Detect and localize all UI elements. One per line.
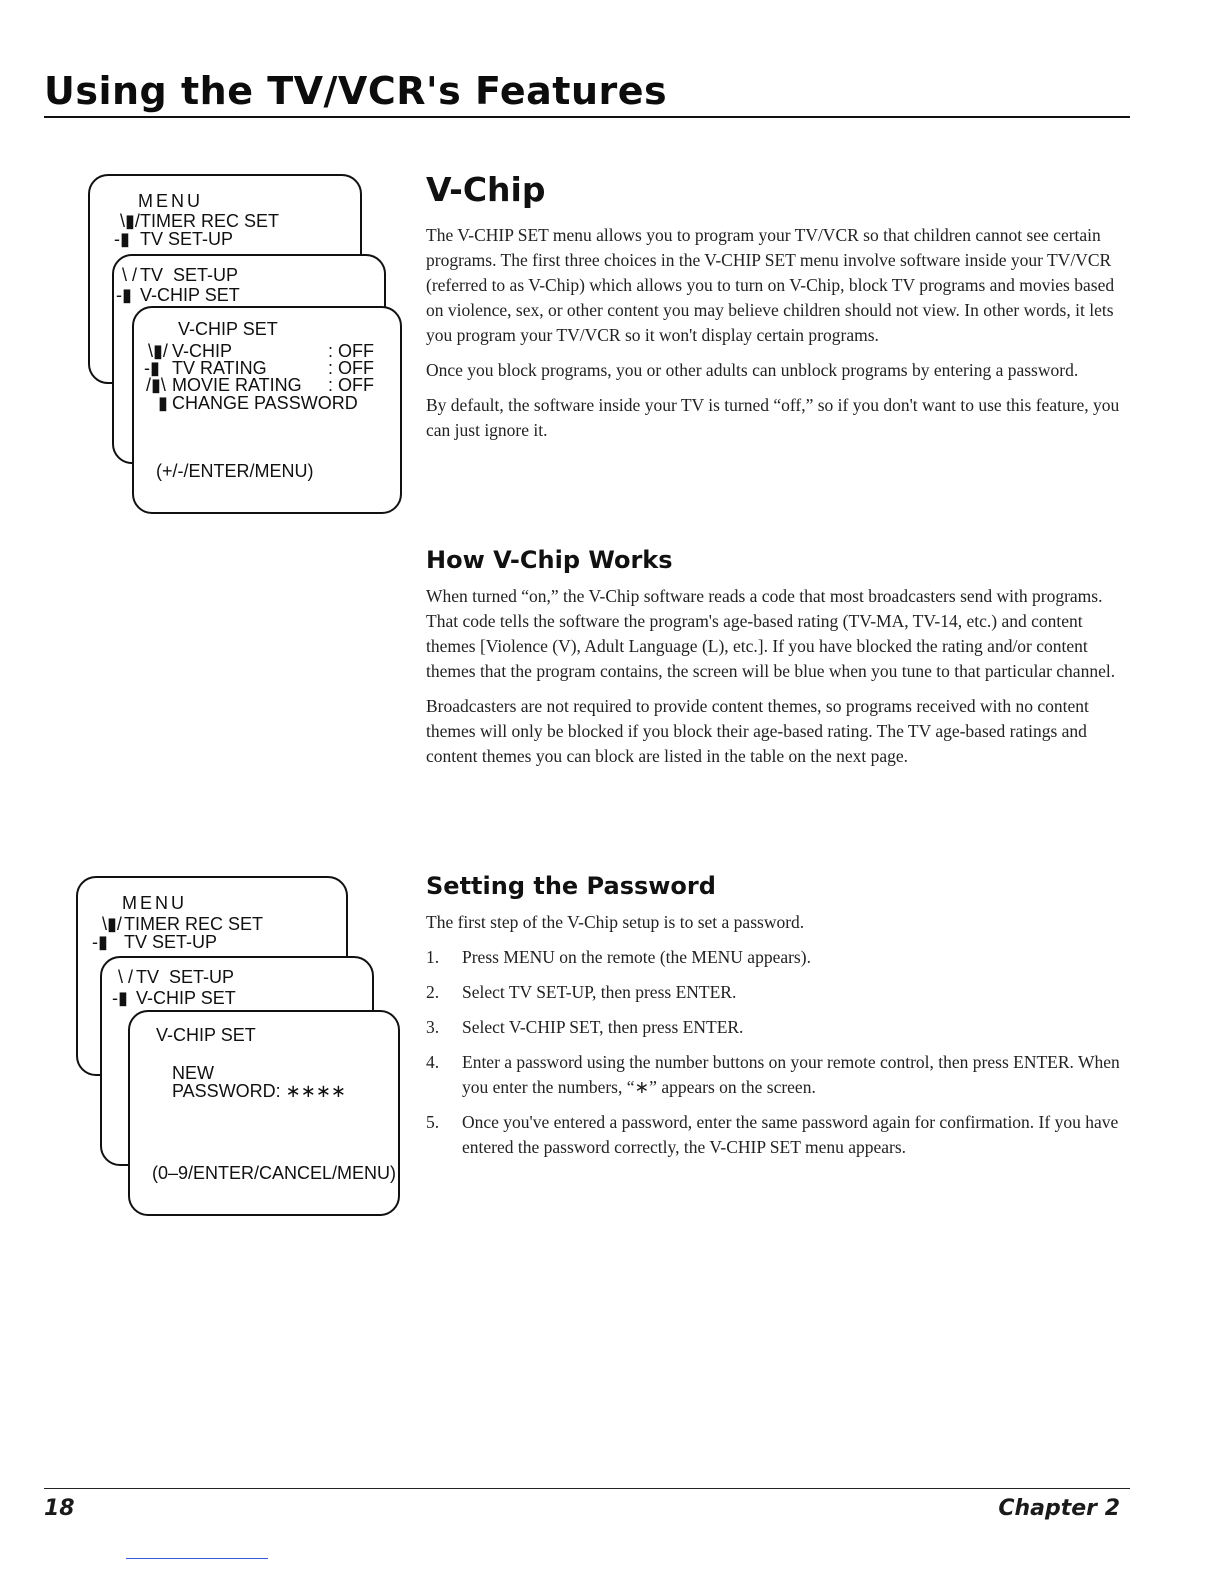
menu-item-arrow: \ / (122, 265, 138, 285)
menu-item-tv-setup: TV SET-UP (140, 229, 234, 249)
key-hint: (+/-/ENTER/MENU) (156, 461, 314, 481)
new-label: NEW (172, 1063, 214, 1083)
menu-item-vchip-set: V-CHIP SET (140, 285, 240, 305)
menu-item-tv-setup: TV SET-UP (136, 967, 235, 987)
page-number: 18 (44, 1496, 75, 1521)
how-vchip-works-section (426, 546, 1126, 779)
vchip-option-value: : OFF (328, 341, 374, 361)
list-item (426, 945, 1126, 970)
paragraph: Once you block programs, you or other adults can unblock programs by entering a password. (426, 360, 1079, 380)
menu-item-arrow: \▮/ (148, 341, 168, 361)
menu-title: MENU (122, 893, 187, 913)
vchip-option-label: V-CHIP (172, 341, 233, 361)
menu-item-timer-rec-set: TIMER REC SET (140, 211, 280, 231)
menu-item-arrow: \▮/ (102, 914, 122, 934)
page-header (44, 70, 1130, 118)
menu-item-arrow: -▮ (112, 988, 128, 1008)
page-title: Using the TV/VCR's Features (44, 69, 668, 113)
scan-mark (126, 1558, 268, 1559)
screen-illustration-password (76, 876, 402, 1216)
menu-item-tv-setup: TV SET-UP (140, 265, 239, 285)
paragraph: By default, the software inside your TV is turned “off,” so if you don't want to use this feature, you can just ignore it. (426, 395, 1120, 440)
footer-divider (44, 1488, 1130, 1489)
menu-item-arrow: -▮ (92, 932, 108, 952)
paragraph: The V-CHIP SET menu allows you to program your TV/VCR so that children cannot see certain programs. The first three choices in the V-CHIP SET menu involve software inside your TV/VCR (referred to as V-Chip) which allows you to turn on V-Chip, block TV programs and movies based on violence, sex, or other content you may believe children should not view. In other words, it lets you program your TV/VCR so it won't display certain programs. (426, 225, 1115, 345)
step-text: Select TV SET-UP, then press ENTER. (462, 982, 737, 1002)
step-number: 4. (426, 1052, 440, 1072)
list-item (426, 1110, 1126, 1160)
vchip-set-screen (132, 306, 402, 514)
step-text: Press MENU on the remote (the MENU appears). (462, 947, 811, 967)
chapter-label: Chapter 2 (998, 1496, 1120, 1521)
menu-item-arrow: /▮\ (146, 375, 166, 395)
tv-rating-label: TV RATING (172, 358, 267, 378)
step-number: 3. (426, 1017, 440, 1037)
movie-rating-value: : OFF (328, 375, 374, 395)
step-number: 5. (426, 1112, 440, 1132)
menu-item-arrow: -▮ (114, 229, 130, 249)
paragraph: When turned “on,” the V-Chip software reads a code that most broadcasters send with programs. That code tells the software the program's age-based rating (TV-MA, TV-14, etc.) and content themes [Violence (V), Adult Language (L), etc.]. If you have blocked the rating and/or content themes that the program contains, the screen will be blue when you tune to that particular channel. (426, 586, 1116, 681)
step-text: Enter a password using the number buttons on your remote control, then press ENTER. When you enter the numbers, “∗” appears on the screen. (462, 1052, 1120, 1097)
step-number: 1. (426, 947, 440, 967)
menu-item-arrow: \ / (118, 967, 134, 987)
vchip-set-screen (128, 1010, 400, 1216)
menu-item-arrow: ▮ (158, 393, 168, 413)
list-item (426, 1015, 1126, 1040)
section-heading-setting-password: Setting the Password (426, 872, 716, 900)
list-item (426, 980, 1126, 1005)
password-field: PASSWORD: ∗∗∗∗ (172, 1081, 347, 1101)
paragraph: The first step of the V-Chip setup is to set a password. (426, 912, 805, 932)
vchip-section (426, 170, 1126, 453)
paragraph: Broadcasters are not required to provide content themes, so programs received with no content themes will only be blocked if you block their age-based rating. The TV age-based ratings and content themes you can block are listed in the table on the next page. (426, 696, 1089, 766)
section-heading-vchip: V-Chip (426, 170, 546, 209)
movie-rating-label: MOVIE RATING (172, 375, 302, 395)
menu-item-arrow: \▮/ (120, 211, 140, 231)
menu-item-arrow: -▮ (144, 358, 160, 378)
tv-rating-value: : OFF (328, 358, 374, 378)
setting-password-section (426, 872, 1126, 1170)
step-number: 2. (426, 982, 440, 1002)
step-text: Select V-CHIP SET, then press ENTER. (462, 1017, 744, 1037)
vchip-set-title: V-CHIP SET (178, 319, 278, 339)
vchip-set-title: V-CHIP SET (156, 1025, 256, 1045)
screen-illustration-vchip-menu (88, 174, 404, 514)
step-text: Once you've entered a password, enter the same password again for confirmation. If you have entered the password correctly, the V-CHIP SET menu appears. (462, 1112, 1119, 1157)
menu-item-arrow: -▮ (116, 285, 132, 305)
steps-list (426, 945, 1126, 1160)
menu-item-timer-rec-set: TIMER REC SET (124, 914, 264, 934)
menu-item-tv-setup: TV SET-UP (124, 932, 218, 952)
change-password-label: CHANGE PASSWORD (172, 393, 358, 413)
list-item (426, 1050, 1126, 1100)
key-hint: (0–9/ENTER/CANCEL/MENU) (152, 1163, 397, 1183)
menu-item-vchip-set: V-CHIP SET (136, 988, 236, 1008)
menu-title: MENU (138, 191, 203, 211)
section-heading-how-vchip-works: How V-Chip Works (426, 546, 673, 574)
